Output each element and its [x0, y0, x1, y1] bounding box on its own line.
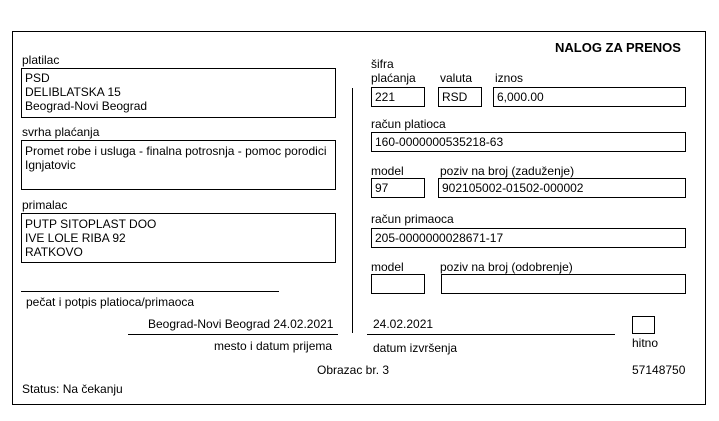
purpose-line-2: Ignjatovic — [25, 158, 76, 172]
place-date-label: mesto i datum prijema — [214, 339, 333, 353]
payment-code-value: 221 — [375, 90, 396, 104]
purpose-field[interactable] — [21, 140, 336, 190]
recipient-account-field[interactable] — [371, 228, 686, 248]
payer-line-2: DELIBLATSKA 15 — [25, 85, 121, 99]
recipient-account-value: 205-0000000028671-17 — [375, 231, 504, 245]
payer-line-1: PSD — [25, 71, 50, 85]
urgent-checkbox[interactable] — [632, 316, 655, 334]
column-divider — [352, 88, 353, 333]
credit-model-field[interactable] — [371, 274, 425, 294]
currency-value: RSD — [442, 90, 468, 104]
execution-date-value: 24.02.2021 — [373, 317, 434, 331]
signature-line — [21, 291, 279, 292]
credit-reference-label: poziv na broj (odobrenje) — [440, 260, 573, 274]
debit-reference-value: 902105002-01502-000002 — [442, 181, 584, 195]
purpose-label: svrha plaćanja — [22, 125, 100, 139]
payment-code-label-2: plaćanja — [371, 71, 416, 85]
payer-account-label: račun platioca — [371, 117, 446, 131]
payer-field[interactable] — [21, 68, 336, 118]
place-date-line — [128, 334, 338, 335]
payer-account-field[interactable] — [371, 132, 686, 152]
payer-line-3: Beograd-Novi Beograd — [25, 99, 148, 113]
amount-value: 6,000.00 — [497, 90, 544, 104]
payment-code-label-1: šifra — [371, 57, 394, 71]
payer-label: platilac — [22, 53, 60, 67]
debit-reference-label: poziv na broj (zaduženje) — [440, 164, 575, 178]
payer-account-value: 160-0000000535218-63 — [375, 135, 504, 149]
recipient-label: primalac — [22, 198, 68, 212]
debit-model-field[interactable] — [371, 178, 425, 198]
credit-model-label: model — [371, 260, 404, 274]
signature-label: pečat i potpis platioca/primaoca — [26, 295, 195, 309]
recipient-line-2: IVE LOLE RIBA 92 — [25, 231, 126, 245]
form-number: Obrazac br. 3 — [317, 363, 390, 377]
recipient-field[interactable] — [21, 213, 336, 263]
currency-label: valuta — [440, 71, 473, 85]
execution-date-label: datum izvršenja — [373, 341, 458, 355]
recipient-line-1: PUTP SITOPLAST DOO — [25, 217, 157, 231]
credit-reference-field[interactable] — [441, 274, 686, 294]
status-text: Status: Na čekanju — [22, 382, 123, 396]
purpose-line-1: Promet robe i usluga - finalna potrosnja - pomoc porodici — [25, 144, 327, 158]
amount-field[interactable] — [493, 87, 686, 107]
amount-label: iznos — [495, 71, 524, 85]
debit-reference-field[interactable] — [438, 178, 686, 198]
recipient-line-3: RATKOVO — [25, 245, 83, 259]
urgent-label: hitno — [632, 336, 659, 350]
recipient-account-label: račun primaoca — [371, 212, 454, 226]
form-title: NALOG ZA PRENOS — [555, 40, 681, 55]
debit-model-label: model — [371, 164, 404, 178]
place-date-value: Beograd-Novi Beograd 24.02.2021 — [148, 317, 334, 331]
document-number: 57148750 — [632, 363, 686, 377]
currency-field[interactable] — [438, 87, 482, 107]
payment-code-field[interactable] — [371, 87, 425, 107]
execution-date-line — [367, 334, 615, 335]
debit-model-value: 97 — [375, 181, 389, 195]
